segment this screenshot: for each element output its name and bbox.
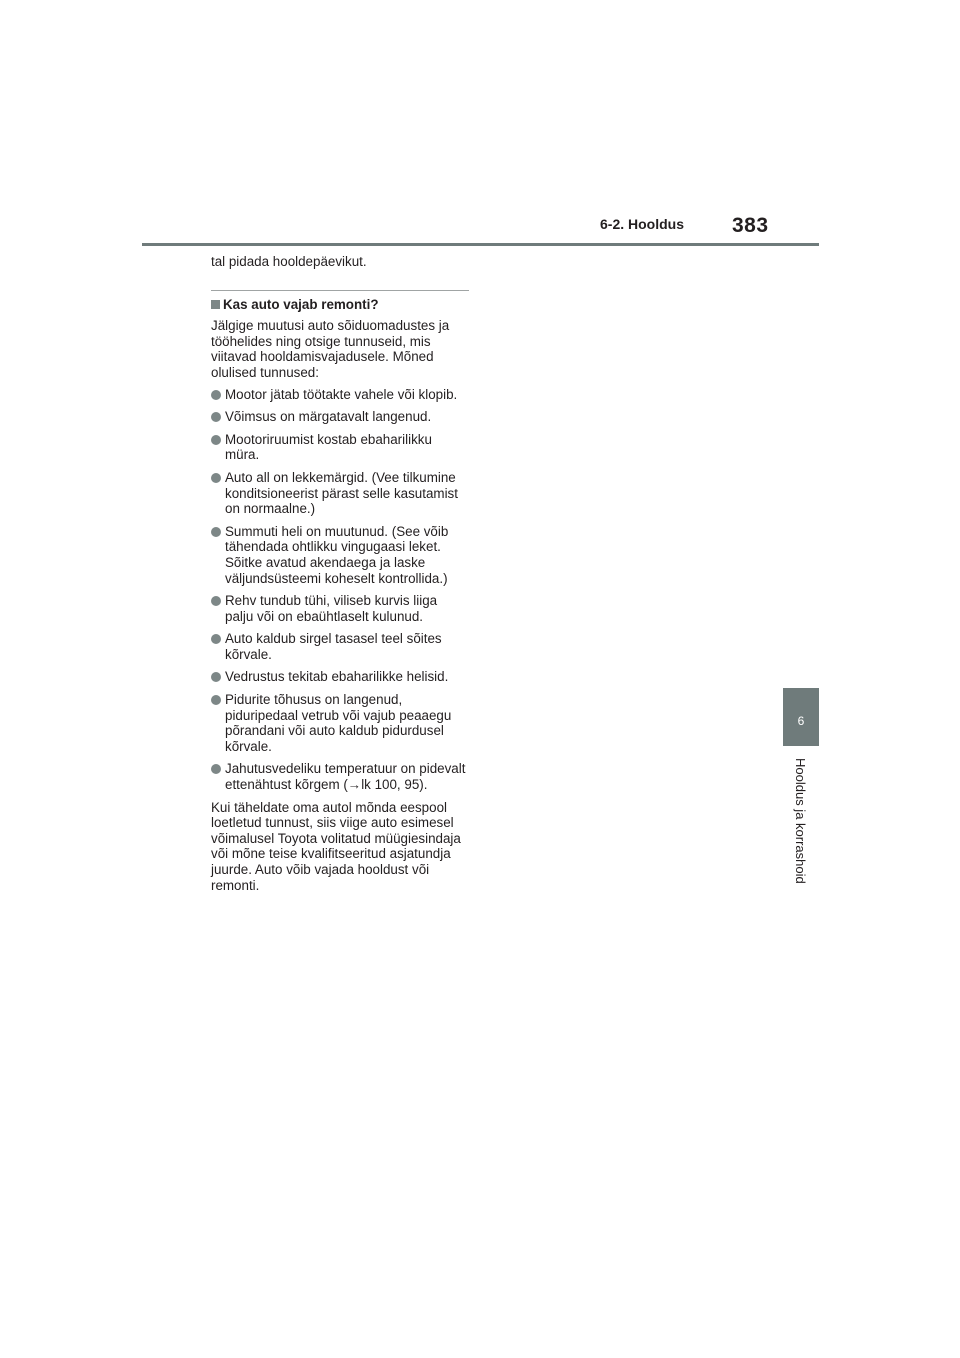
list-item-text: Pidurite tõhusus on langenud, piduripedaal vetrub või vajub peaaegu põrandani või auto kaldub pidurdusel kõrvale. [225,692,452,754]
bullet-dot-icon [211,596,221,606]
bullet-dot-icon [211,390,221,400]
list-item [211,692,469,754]
list-item-text: Vedrustus tekitab ebaharilikke helisid. [225,669,449,685]
bullet-dot-icon [211,527,221,537]
list-item-text: Summuti heli on muutunud. (See võib tähendada ohtlikku vingugaasi leket. Sõitke avatud akendaega ja laske väljundsüsteemi koheselt kontrollida.) [225,523,449,586]
list-item-text: Auto kaldub sirgel tasasel teel sõites kõrvale. [225,631,442,662]
bullet-dot-icon [211,695,221,705]
body-paragraph: Jälgige muutusi auto sõiduomadustes ja tööhelides ning otsige tunnuseid, mis viitavad hooldamisvajadusele. Mõned olulised tunnused: [211,318,450,380]
header-divider [142,243,819,246]
list-item [211,470,469,517]
list-item-text: Võimsus on märgatavalt langenud. [225,409,432,425]
bullet-dot-icon [211,634,221,644]
list-item [211,432,469,463]
list-item-text: Auto all on lekkemärgid. (Vee tilkumine konditsioneerist pärast selle kasutamist on normaalne.) [225,469,458,517]
bullet-dot-icon [211,473,221,483]
chapter-number: 6 [797,714,805,728]
section-divider [211,290,469,291]
bullet-dot-icon [211,435,221,445]
section-title: 6-2. Hooldus [600,216,685,232]
list-item-text: Mootor jätab töötakte vahele või klopib. [225,386,458,402]
list-item [211,409,469,425]
symptom-list [211,387,469,793]
main-content [211,254,469,893]
list-item [211,669,469,685]
square-bullet-icon [211,300,220,309]
intro-text: tal pidada hooldepäevikut. [211,254,367,269]
list-item-text: Jahutusvedeliku temperatuur on pidevalt ettenähtust kõrgem (→lk 100, 95). [225,761,466,793]
list-item [211,387,469,403]
list-item [211,524,469,586]
bullet-dot-icon [211,764,221,774]
list-item [211,631,469,662]
section-heading-text: Kas auto vajab remonti? [223,296,379,312]
list-item-text: Mootoriruumist kostab ebaharilikku müra. [225,431,432,463]
closing-paragraph: Kui täheldate oma autol mõnda eespool loetletud tunnust, siis viige auto esimesel võimalusel Toyota volitatud müügiesindaja või mõne teise kvalifitseeritud asjatundja juurde. Auto võib vajada hooldust või remonti. [211,799,461,893]
list-item-text: Rehv tundub tühi, viliseb kurvis liiga palju või on ebaühtlaselt kulunud. [225,593,438,624]
bullet-dot-icon [211,412,221,422]
chapter-label: Hooldus ja korrashoid [793,758,808,884]
list-item [211,593,469,624]
bullet-dot-icon [211,672,221,682]
list-item [211,761,469,792]
chapter-tab [783,688,819,746]
page-number: 383 [732,214,769,237]
section-heading [211,297,469,313]
